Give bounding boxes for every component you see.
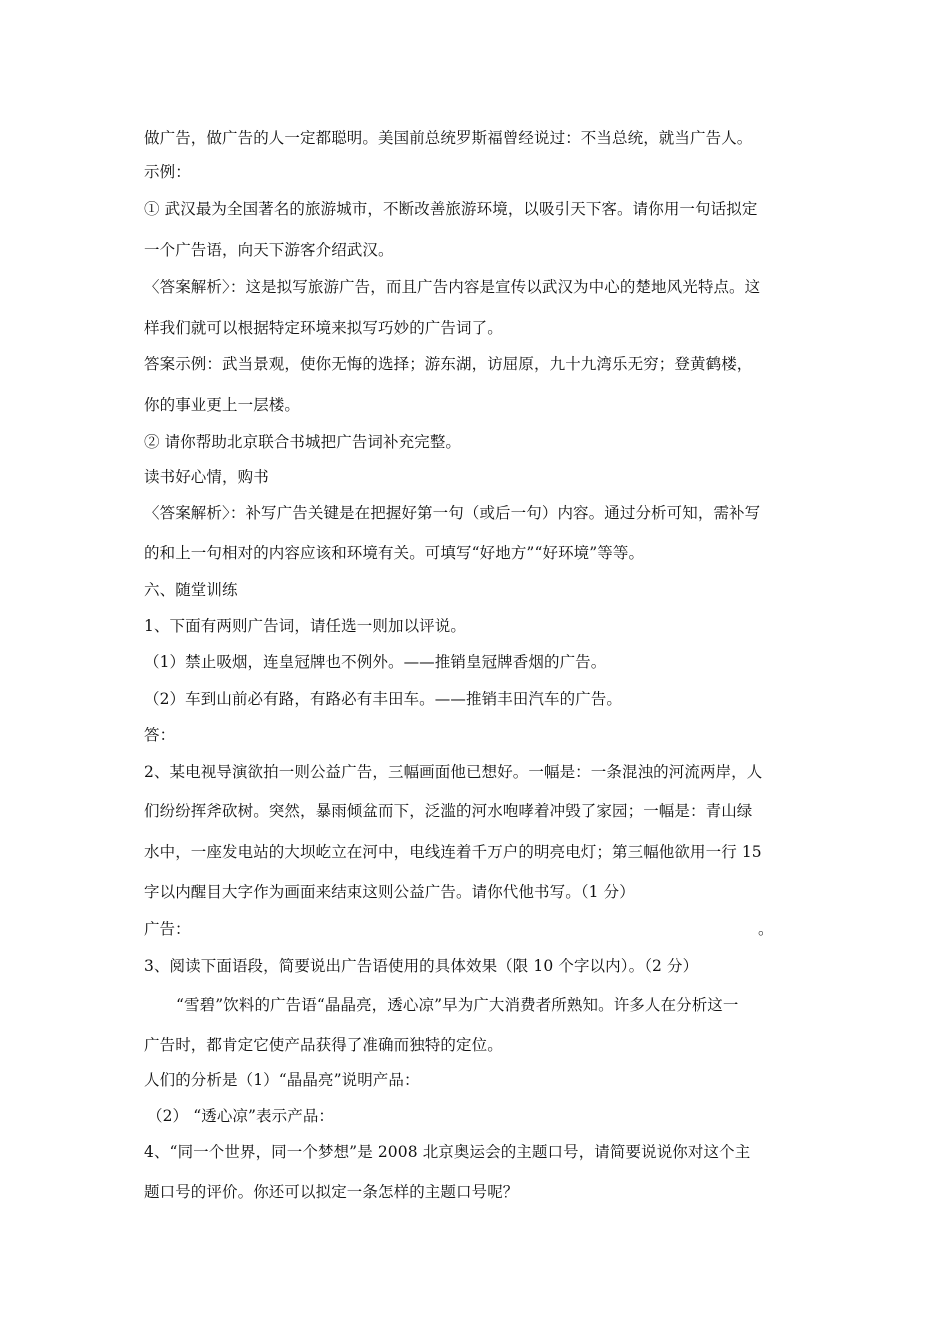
text-line: 的和上一句相对的内容应该和环境有关。可填写“好地方”“好环境”等等。 bbox=[144, 544, 645, 562]
text-line: 〈答案解析〉：这是拟写旅游广告，而且广告内容是宣传以武汉为中心的楚地风光特点。这 bbox=[144, 278, 761, 296]
text-line: ① 武汉最为全国著名的旅游城市，不断改善旅游环境，以吸引天下客。请你用一句话拟定 bbox=[144, 200, 758, 218]
question-1: 1、下面有两则广告词，请任选一则加以评说。 bbox=[144, 617, 466, 635]
text-line: 字以内醒目大字作为画面来结束这则公益广告。请你代他书写。（1 分） bbox=[144, 883, 635, 901]
answer-label: 答： bbox=[144, 726, 176, 744]
section-heading: 六、随堂训练 bbox=[144, 581, 238, 599]
text-line: 做广告，做广告的人一定都聪明。美国前总统罗斯福曾经说过：不当总统，就当广告人。 bbox=[144, 129, 753, 147]
ad-answer-line bbox=[144, 919, 774, 939]
text-line: 们纷纷挥斧砍树。突然，暴雨倾盆而下，泛滥的河水咆哮着冲毁了家园；一幅是：青山绿 bbox=[144, 802, 753, 820]
ad-answer-label: 广告： bbox=[144, 920, 191, 938]
text-line: 读书好心情，购书 bbox=[144, 468, 269, 486]
text-line: （1）禁止吸烟，连皇冠牌也不例外。——推销皇冠牌香烟的广告。 bbox=[144, 653, 607, 671]
text-line: 样我们就可以根据特定环境来拟写巧妙的广告词了。 bbox=[144, 319, 503, 337]
text-line: “雪碧”饮料的广告语“晶晶亮，透心凉”早为广大消费者所熟知。许多人在分析这一 bbox=[176, 996, 739, 1014]
question-3: 3、阅读下面语段，简要说出广告语使用的具体效果（限 10 个字以内）。（2 分） bbox=[144, 957, 699, 975]
text-line: 人们的分析是（1）“晶晶亮”说明产品： bbox=[144, 1071, 420, 1089]
text-line: 你的事业更上一层楼。 bbox=[144, 396, 301, 414]
text-line: 答案示例：武当景观，使你无悔的选择；游东湖，访屈原，九十九湾乐无穷；登黄鹤楼， bbox=[144, 355, 753, 373]
text-line: 水中，一座发电站的大坝屹立在河中，电线连着千万户的明亮电灯；第三幅他欲用一行 15 bbox=[144, 843, 762, 861]
text-line: 〈答案解析〉：补写广告关键是在把握好第一句（或后一句）内容。通过分析可知，需补写 bbox=[144, 504, 761, 522]
text-line: 一个广告语，向天下游客介绍武汉。 bbox=[144, 241, 394, 259]
text-line: （2）车到山前必有路，有路必有丰田车。——推销丰田汽车的广告。 bbox=[144, 690, 622, 708]
question-4: 4、“同一个世界，同一个梦想”是 2008 北京奥运会的主题口号，请简要说说你对这个主 bbox=[144, 1143, 751, 1161]
text-line: （2） “透心凉”表示产品： bbox=[147, 1107, 335, 1125]
text-line: 示例： bbox=[144, 163, 191, 181]
question-2: 2、某电视导演欲拍一则公益广告，三幅画面他已想好。一幅是：一条混浊的河流两岸，人 bbox=[144, 763, 763, 781]
ad-answer-end: 。 bbox=[758, 920, 774, 938]
text-line: ② 请你帮助北京联合书城把广告词补充完整。 bbox=[144, 433, 462, 451]
text-line: 广告时，都肯定它使产品获得了准确而独特的定位。 bbox=[144, 1036, 503, 1054]
text-line: 题口号的评价。你还可以拟定一条怎样的主题口号呢？ bbox=[144, 1183, 519, 1201]
